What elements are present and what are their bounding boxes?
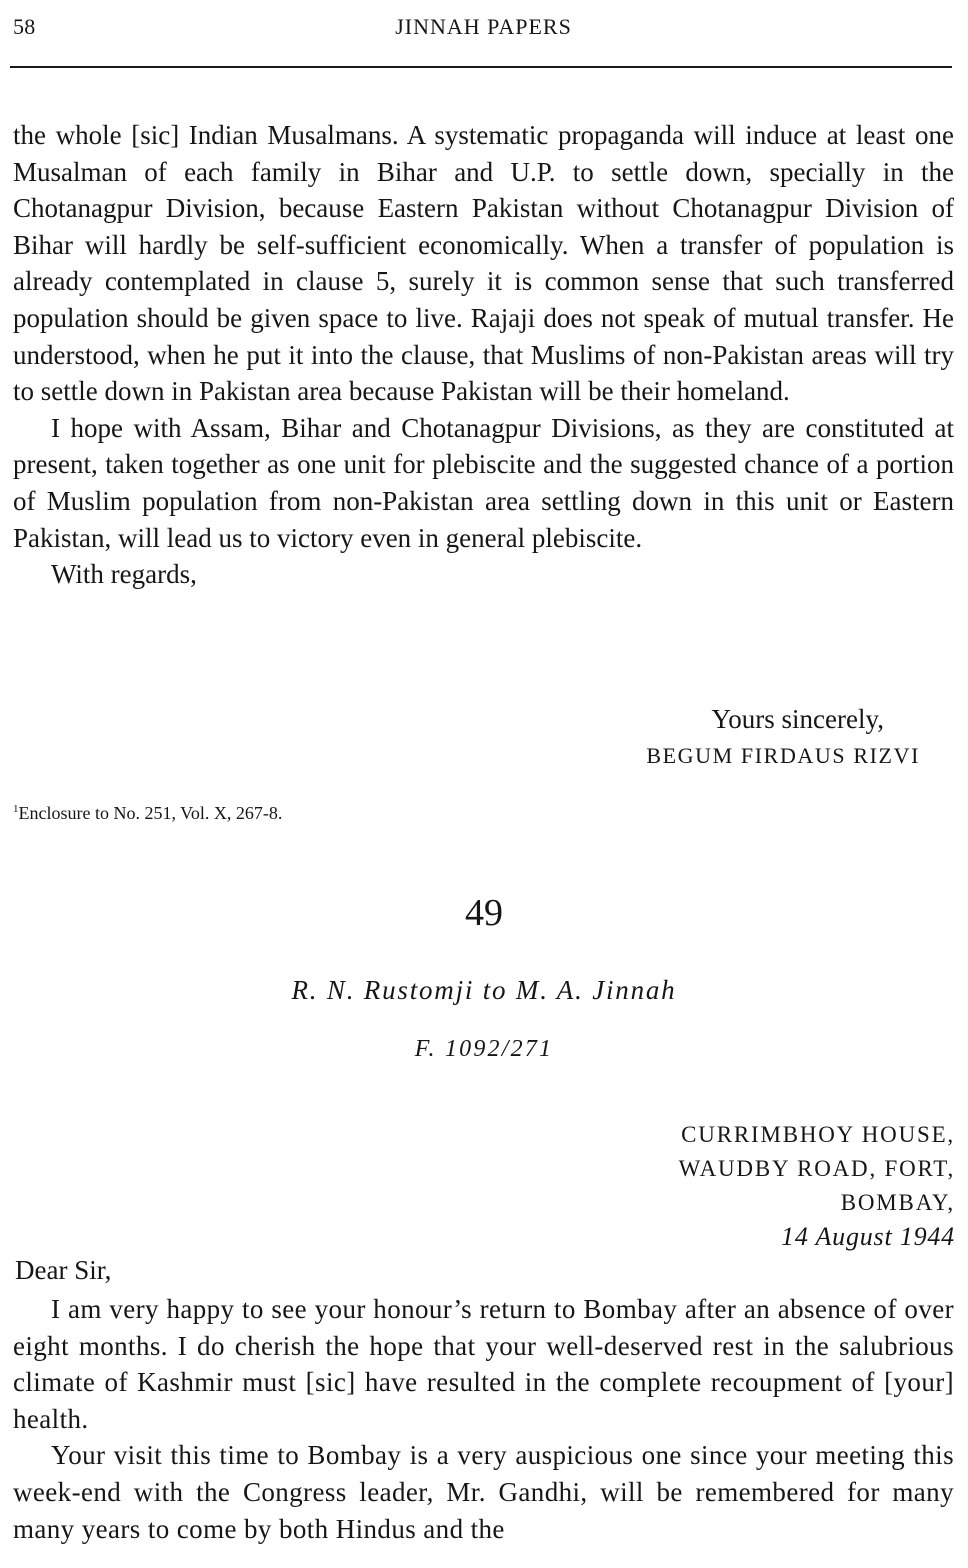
page-header <box>13 14 954 58</box>
text-line: an absence of over eight months. I do cherish the hope that your <box>13 1294 954 1361</box>
text-line: Chotanagpur Division of Bihar will hardly be self-sufficient economically. <box>13 193 954 260</box>
text-line: When a transfer of population is already contemplated in clause 5, surely <box>13 229 955 297</box>
text-line: suggested chance of a portion of Muslim population from non-Pakistan <box>13 449 955 516</box>
text-line: constituted at present, taken together as one unit for plebiscite and the <box>13 412 954 480</box>
address-line: CURRIMBHOY HOUSE, <box>681 1122 955 1147</box>
text-line: well-deserved rest in the salubrious climate of Kashmir must <box>13 1330 954 1398</box>
letter-48-body <box>13 117 954 593</box>
text-line: Your visit this time to Bombay is a very auspicious one since your <box>51 1440 807 1471</box>
footnote-text: Enclosure to No. 251, Vol. X, 267-8. <box>18 803 283 823</box>
document-title: R. N. Rustomji to M. A. Jinnah <box>291 975 677 1005</box>
text-line: the whole [sic] Indian Musalmans. A systematic propaganda will induce <box>13 120 818 150</box>
letter-48-paragraph-2 <box>13 410 954 556</box>
running-title: JINNAH PAPERS <box>395 14 572 39</box>
text-line: specially in the Chotanagpur Division, because Eastern Pakistan without <box>13 156 955 224</box>
text-line: try to settle down in Pakistan area because Pakistan will be their <box>13 339 954 407</box>
letter-49-paragraph-1 <box>13 1291 954 1437</box>
letter-48-paragraph-1 <box>13 117 954 410</box>
signature: BEGUM FIRDAUS RIZVI <box>646 743 920 768</box>
address-line: WAUDBY ROAD, FORT, <box>678 1156 955 1181</box>
letter-49-body <box>13 1291 954 1547</box>
text-line: I hope with Assam, Bihar and Chotanagpur Divisions, as they are <box>51 412 795 443</box>
greeting: Dear Sir, <box>15 1255 112 1285</box>
text-line: victory even in general plebiscite. <box>276 522 643 553</box>
text-line: I am very happy to see your honour’s return to Bombay after <box>51 1294 737 1324</box>
address-line: BOMBAY, <box>840 1190 955 1215</box>
text-line: when he put it into the clause, that Muslims of non-Pakistan areas will <box>147 339 917 370</box>
text-line: [sic] have resulted in the complete recoupment of [your] health. <box>13 1367 954 1434</box>
text-line: area settling down in this unit or Eastern Pakistan, will lead us to <box>13 485 955 553</box>
text-line: space to live. Rajaji does not speak of mutual transfer. He understood, <box>13 302 955 370</box>
text-line: meeting this week-end with the Congress leader, Mr. Gandhi, will be <box>13 1440 954 1507</box>
sender-address <box>679 1118 955 1254</box>
text-line: remembered for many many years to come by both Hindus and the <box>13 1476 954 1544</box>
letter-date: 14 August 1944 <box>781 1222 955 1251</box>
closing: Yours sincerely, <box>711 704 884 734</box>
letter-49-paragraph-2 <box>13 1437 954 1547</box>
footnote-marker: 1 <box>13 803 19 815</box>
document-number: 49 <box>465 892 503 934</box>
footnote <box>13 803 282 824</box>
page-number: 58 <box>13 14 36 39</box>
text-line: it is common sense that such transferred population should be given <box>13 266 955 333</box>
text-line: homeland. <box>676 376 790 407</box>
text-line: at least one Musalman of each family in Bihar and U.P. to settle down, <box>13 120 954 187</box>
header-rule <box>10 66 952 68</box>
regards-line: With regards, <box>51 559 197 590</box>
file-reference: F. 1092/271 <box>414 1036 554 1062</box>
